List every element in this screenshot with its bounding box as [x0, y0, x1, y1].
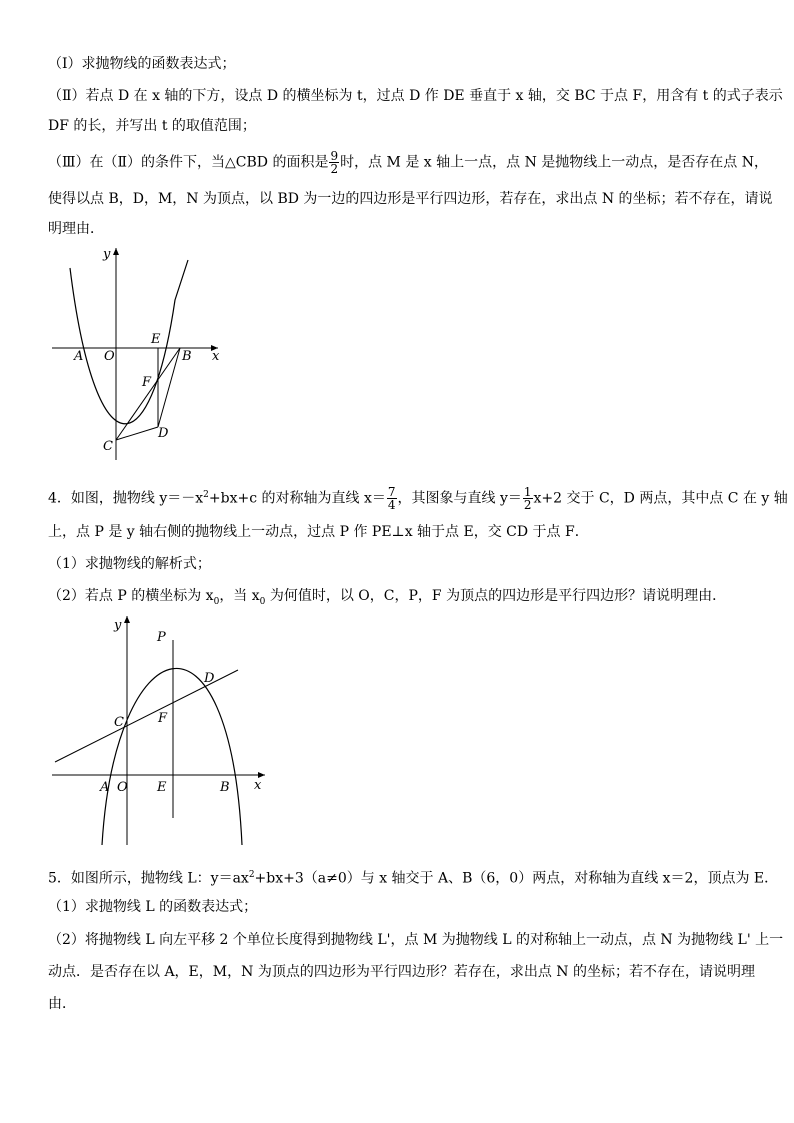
- p4-label-o: O: [117, 780, 128, 795]
- p4-label-a: A: [100, 780, 110, 795]
- p5-question-2-line-2: 动点．是否存在以 A，E，M，N 为顶点的四边形为平行四边形？若存在，求出点 N 的坐标；若不存在，请说明理: [48, 964, 755, 980]
- p3-q3-text-pre: （Ⅲ）在（Ⅱ）的条件下，当△CBD 的面积是: [48, 154, 329, 171]
- p4-label-e: E: [157, 780, 167, 795]
- p4-fraction-1-num: 7: [387, 485, 396, 500]
- p5-line-1: [48, 866, 778, 888]
- p4-q2-sub-2: 0: [259, 596, 266, 607]
- p4-text-1: 4．如图，抛物线 y＝－x: [48, 490, 204, 507]
- p4-fraction-2-den: 2: [523, 498, 532, 513]
- p4-question-1: （1）求抛物线的解析式；: [48, 556, 211, 572]
- p3-question-3-line-1: [48, 150, 768, 175]
- p4-text-3: ，其图象与直线 y＝: [397, 490, 522, 507]
- p4-q2-text-2: ，当 x: [219, 588, 260, 604]
- p3-line-cb: [116, 348, 180, 440]
- p3-fraction: [329, 150, 339, 175]
- p3-label-f: F: [142, 375, 152, 390]
- p3-label-b: B: [182, 349, 192, 364]
- p4-parabola: [102, 668, 242, 845]
- p4-q2-sub-1: 0: [213, 596, 220, 607]
- p4-label-p: P: [157, 630, 166, 645]
- p3-question-2-line-2: DF 的长，并写出 t 的取值范围；: [48, 118, 256, 134]
- p4-q2-text-1: （2）若点 P 的横坐标为 x: [48, 588, 214, 604]
- p3-parabola: [70, 260, 188, 424]
- p3-label-y: y: [103, 247, 111, 262]
- p3-q3-text-post: 时，点 M 是 x 轴上一点，点 N 是抛物线上一动点，是否存在点 N，: [340, 154, 768, 171]
- p5-question-1: （1）求抛物线 L 的函数表达式；: [48, 899, 258, 915]
- p4-text-2: +bx+c 的对称轴为直线 x＝: [208, 490, 386, 507]
- p4-line-2: 上，点 P 是 y 轴右侧的抛物线上一动点，过点 P 作 PE⊥x 轴于点 E，交 CD 于点 F．: [48, 524, 589, 540]
- p3-line-bd: [158, 348, 180, 427]
- p3-label-d: D: [158, 426, 169, 441]
- p5-question-2-line-1: （2）将抛物线 L 向左平移 2 个单位长度得到抛物线 L'，点 M 为抛物线 L 的对称轴上一动点，点 N 为抛物线 L' 上一: [48, 932, 784, 948]
- p4-label-b: B: [220, 780, 230, 795]
- p5-question-2-line-3: 由．: [48, 996, 76, 1012]
- p3-question-1: （Ⅰ）求抛物线的函数表达式；: [48, 56, 236, 72]
- p4-line-1: [48, 486, 788, 511]
- p5-text-2: +bx+3（a≠0）与 x 轴交于 A、B（6，0）两点，对称轴为直线 x＝2，顶点为 E．: [254, 870, 779, 887]
- p4-question-2: [48, 587, 726, 611]
- p4-label-d: D: [204, 671, 215, 686]
- p4-label-x: x: [254, 778, 262, 793]
- p3-line-cd: [116, 427, 158, 440]
- p5-sup: 2: [248, 870, 255, 880]
- p4-fraction-2-num: 1: [523, 485, 532, 500]
- p3-fraction-den: 2: [330, 162, 339, 176]
- p3-fraction-num: 9: [330, 149, 339, 163]
- p4-label-f: F: [158, 711, 168, 726]
- p4-figure: [45, 612, 275, 852]
- p3-label-o: O: [104, 349, 115, 364]
- p4-fraction-1-den: 4: [387, 498, 396, 513]
- p3-label-x: x: [212, 349, 220, 364]
- p3-question-3-line-2: 使得以点 B，D，M，N 为顶点，以 BD 为一边的四边形是平行四边形，若存在，求出点 N 的坐标；若不存在，请说: [48, 191, 773, 207]
- p3-label-e: E: [151, 332, 161, 347]
- p3-figure: [40, 240, 240, 470]
- p4-q2-text-3: 为何值时，以 O，C，P，F 为顶点的四边形是平行四边形？请说明理由．: [265, 588, 727, 604]
- p5-text-1: 5．如图所示，抛物线 L：y＝ax: [48, 870, 249, 887]
- p4-label-c: C: [114, 715, 124, 730]
- p4-label-y: y: [114, 618, 122, 633]
- p4-fraction-1: [387, 486, 397, 511]
- p4-text-4: x+2 交于 C，D 两点，其中点 C 在 y 轴: [533, 490, 788, 507]
- p4-sup: 2: [203, 490, 209, 500]
- p3-question-2-line-1: （Ⅱ）若点 D 在 x 轴的下方，设点 D 的横坐标为 t，过点 D 作 DE 垂直于 x 轴，交 BC 于点 F，用含有 t 的式子表示: [48, 88, 783, 104]
- p3-label-a: A: [74, 349, 84, 364]
- p4-fraction-2: [523, 486, 533, 511]
- p3-question-3-line-3: 明理由．: [48, 221, 104, 237]
- p3-label-c: C: [103, 439, 113, 454]
